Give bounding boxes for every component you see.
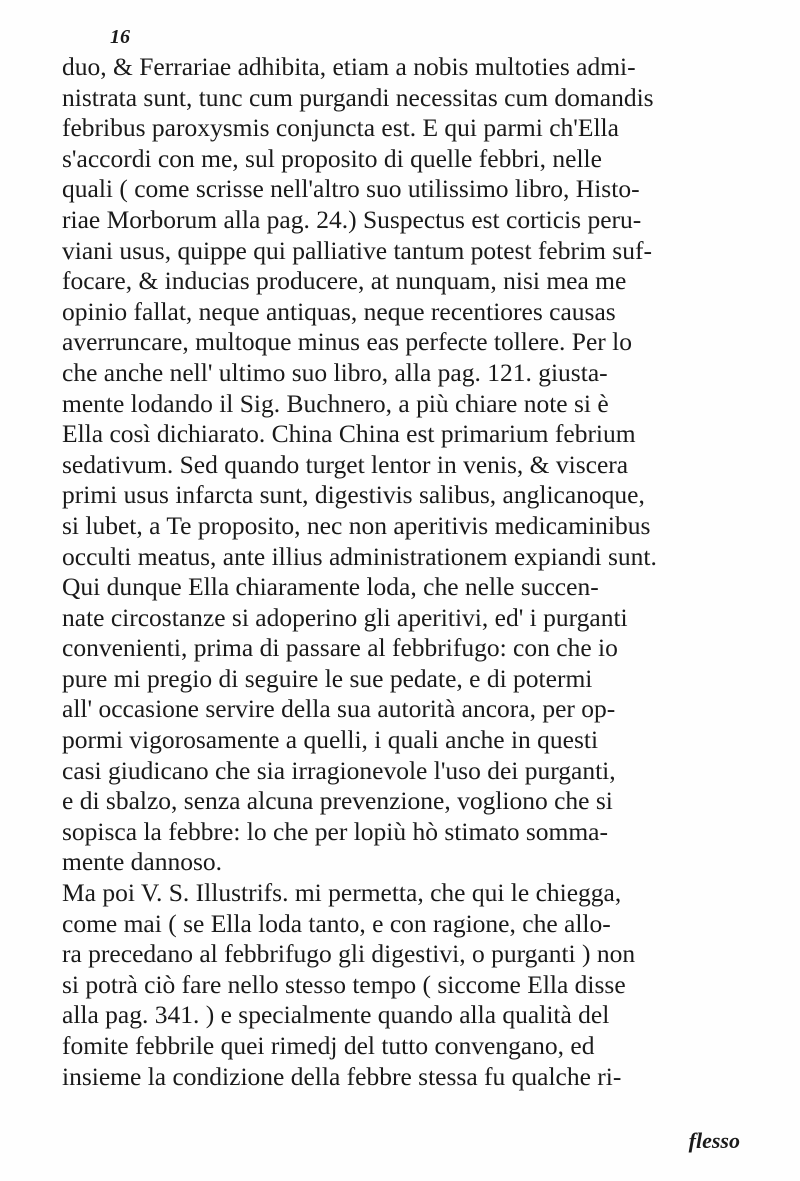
text-line: come mai ( se Ella loda tanto, e con ragione, che allo-: [62, 908, 611, 938]
catchword: flesso: [688, 1128, 740, 1153]
text-line: sedativum. Sed quando turget lentor in venis, & viscera: [62, 449, 629, 479]
text-line: Qui dunque Ella chiaramente loda, che nelle succen-: [62, 572, 599, 602]
text-line: all' occasione servire della sua autorità ancora, per op-: [62, 694, 616, 724]
page-number: 16: [110, 26, 130, 48]
text-line: riae Morborum alla pag. 24.) Suspectus est corticis peru-: [62, 204, 642, 234]
text-line: che anche nell' ultimo suo libro, alla pag. 121. giusta-: [62, 357, 608, 387]
text-line: quali ( come scrisse nell'altro suo utilissimo libro, Histo-: [62, 174, 640, 204]
text-line: fomite febbrile quei rimedj del tutto convengano, ed: [62, 1031, 595, 1060]
text-line: Ma poi V. S. Illustrifs. mi permetta, che qui le chiegga,: [62, 878, 622, 908]
text-line: occulti meatus, ante illius administrationem expiandi sunt.: [62, 541, 657, 571]
text-line: viani usus, quippe qui palliative tantum potest febrim suf-: [62, 235, 652, 265]
text-line: focare, & inducias producere, at nunquam, nisi mea me: [62, 266, 627, 296]
text-line: alla pag. 341. ) e specialmente quando alla qualità del: [62, 1000, 610, 1030]
body-text: [62, 52, 770, 1092]
text-line: febribus paroxysmis conjuncta est. E qui parmi ch'Ella: [62, 113, 619, 143]
text-line: Ella così dichiarato. China China est primarium febrium: [62, 419, 636, 449]
text-line: opinio fallat, neque antiquas, neque recentiores causas: [62, 296, 616, 326]
text-line: nate circostanze si adoperino gli aperitivi, ed' i purganti: [62, 602, 628, 632]
text-line: nistrata sunt, tunc cum purgandi necessitas cum domandis: [62, 82, 654, 112]
text-line: insieme la condizione della febbre stessa fu qualche ri-: [62, 1061, 622, 1091]
text-line: mente dannoso.: [62, 847, 223, 877]
text-line: sopisca la febbre: lo che per lopiù hò stimato somma-: [62, 816, 608, 846]
text-line: pormi vigorosamente a quelli, i quali anche in questi: [62, 725, 599, 755]
text-line: averruncare, multoque minus eas perfecte tollere. Per lo: [62, 327, 632, 357]
text-line: ra precedano al febbrifugo gli digestivi, o purganti ) non: [62, 939, 636, 969]
text-line: casi giudicano che sia irragionevole l'uso dei purganti,: [62, 755, 616, 785]
text-line: convenienti, prima di passare al febbrifugo: con che io: [62, 633, 618, 663]
text-line: si potrà ciò fare nello stesso tempo ( siccome Ella disse: [62, 969, 626, 999]
text-line: s'accordi con me, sul proposito di quelle febbri, nelle: [62, 143, 602, 173]
text-line: pure mi pregio di seguire le sue pedate, e di potermi: [62, 663, 593, 693]
text-line: e di sbalzo, senza alcuna prevenzione, vogliono che si: [62, 786, 613, 816]
text-line: duo, & Ferrariae adhibita, etiam a nobis multoties admi-: [62, 52, 636, 81]
text-line: mente lodando il Sig. Buchnero, a più chiare note si è: [62, 388, 609, 418]
text-line: primi usus infarcta sunt, digestivis salibus, anglicanoque,: [62, 480, 645, 510]
text-line: si lubet, a Te proposito, nec non aperitivis medicaminibus: [62, 510, 651, 540]
